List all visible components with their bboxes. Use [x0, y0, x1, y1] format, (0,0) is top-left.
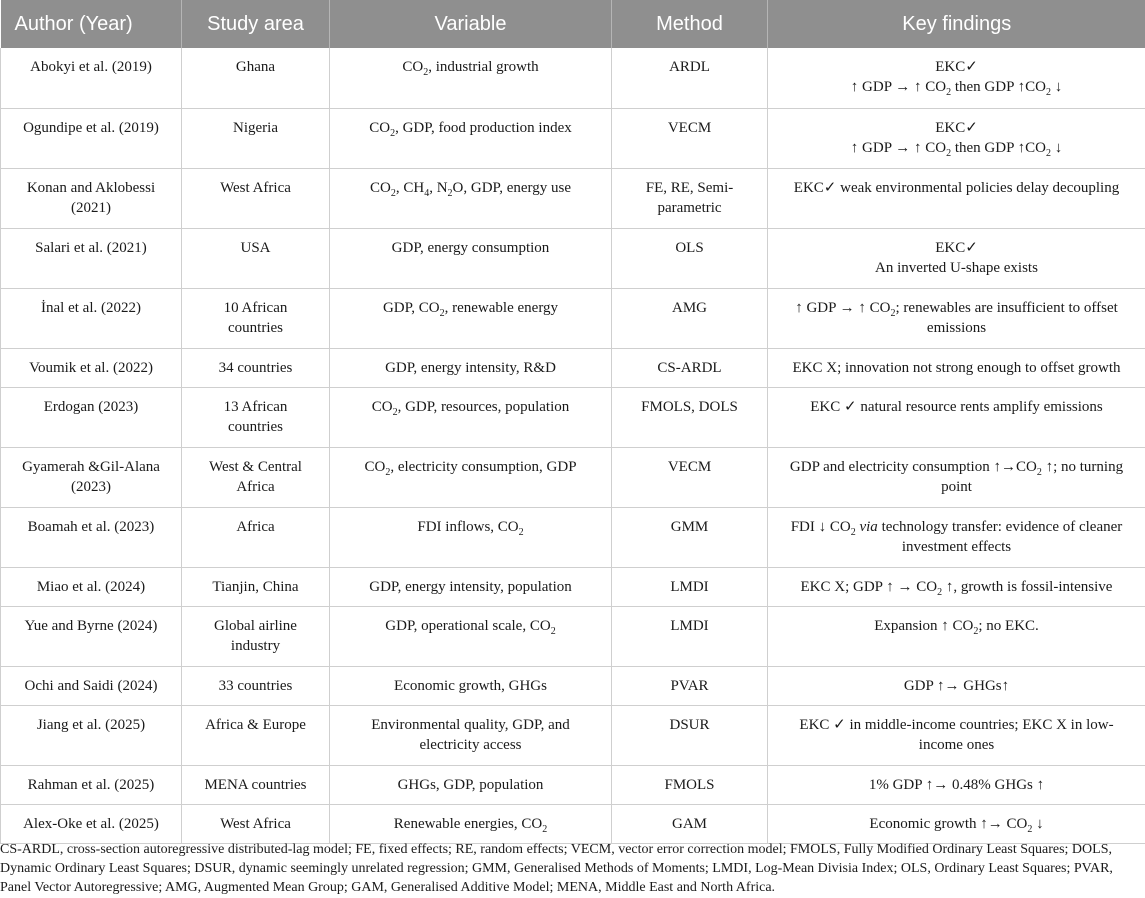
cell-method: DSUR [612, 705, 768, 765]
cell-variable: Environmental quality, GDP, and electricity access [330, 705, 612, 765]
cell-variable: $CO_2$, GDP, food production index [330, 108, 612, 168]
cell-key-findings: EKC✓ An inverted U-shape exists [768, 228, 1145, 288]
cell-variable: Economic growth, GHGs [330, 666, 612, 705]
cell-method: GMM [612, 507, 768, 567]
table-row [1, 765, 1145, 804]
table-footnote: CS-ARDL, cross-section autoregressive distributed-lag model; FE, fixed effects; RE, random effects; VECM, vector error correction model; FMOLS, Fully Modified Ordinary Least Squares; DOLS, Dynamic Ordinary Least Squares; DSUR, dynamic seemingly unrelated regression; GMM, Generalised Methods of Moments; LMDI, Log-Mean Divisia Index; OLS, Ordinary Least Squares; PVAR, Panel Vector Autoregressive; AMG, Augmented Mean Group; GAM, Generalised Additive Model; MENA, Middle East and North Africa. [0, 842, 1113, 895]
cell-author-year: Ochi and Saidi (2024) [1, 666, 182, 705]
table-row [1, 666, 1145, 705]
cell-study-area: Tianjin, China [182, 567, 330, 606]
table-header-row [1, 0, 1145, 48]
cell-author-year: Miao et al. (2024) [1, 567, 182, 606]
cell-method: LMDI [612, 567, 768, 606]
cell-method: AMG [612, 288, 768, 348]
cell-variable: GHGs, GDP, population [330, 765, 612, 804]
cell-variable: $CO_2$, GDP, resources, population [330, 387, 612, 447]
cell-method: VECM [612, 447, 768, 507]
cell-study-area: 34 countries [182, 348, 330, 387]
table-row [1, 705, 1145, 765]
cell-study-area: 33 countries [182, 666, 330, 705]
cell-method: OLS [612, 228, 768, 288]
cell-key-findings: Economic growth ↑→ $CO_2$ ↓ [768, 804, 1145, 843]
cell-study-area: 13 African countries [182, 387, 330, 447]
cell-method: CS-ARDL [612, 348, 768, 387]
cell-variable: GDP, energy consumption [330, 228, 612, 288]
table-row [1, 288, 1145, 348]
cell-study-area: Africa [182, 507, 330, 567]
table-body [1, 48, 1145, 843]
cell-variable: Renewable energies, $CO_2$ [330, 804, 612, 843]
header-study-area: Study area [182, 0, 330, 48]
cell-author-year: Boamah et al. (2023) [1, 507, 182, 567]
cell-variable: FDI inflows, $CO_2$ [330, 507, 612, 567]
table-row [1, 168, 1145, 228]
cell-author-year: Voumik et al. (2022) [1, 348, 182, 387]
cell-author-year: Erdogan (2023) [1, 387, 182, 447]
cell-key-findings: 1% GDP ↑→ 0.48% GHGs ↑ [768, 765, 1145, 804]
cell-author-year: İnal et al. (2022) [1, 288, 182, 348]
cell-key-findings: EKC✓ ↑ GDP → ↑ $CO_2$ then GDP $↑CO_2$ ↓ [768, 108, 1145, 168]
cell-study-area: West Africa [182, 804, 330, 843]
header-variable: Variable [330, 0, 612, 48]
cell-key-findings: EKC X; innovation not strong enough to offset growth [768, 348, 1145, 387]
cell-author-year: Alex-Oke et al. (2025) [1, 804, 182, 843]
table-row [1, 447, 1145, 507]
cell-variable: GDP, energy intensity, R&D [330, 348, 612, 387]
cell-key-findings: EKC✓ ↑ GDP → ↑ $CO_2$ then GDP $↑CO_2$ ↓ [768, 48, 1145, 108]
header-author-year: Author (Year) [1, 0, 182, 48]
cell-method: GAM [612, 804, 768, 843]
cell-author-year: Jiang et al. (2025) [1, 705, 182, 765]
cell-study-area: MENA countries [182, 765, 330, 804]
cell-study-area: Ghana [182, 48, 330, 108]
table-row [1, 804, 1145, 843]
cell-study-area: Nigeria [182, 108, 330, 168]
cell-study-area: 10 African countries [182, 288, 330, 348]
table-row [1, 348, 1145, 387]
cell-variable: $CO_2$, $CH_4$, $N_2O$, GDP, energy use [330, 168, 612, 228]
cell-key-findings: GDP and electricity consumption $↑\to CO_2$ ↑; no turning point [768, 447, 1145, 507]
cell-method: FMOLS, DOLS [612, 387, 768, 447]
cell-method: FE, RE, Semi- parametric [612, 168, 768, 228]
cell-key-findings: GDP ↑→ GHGs↑ [768, 666, 1145, 705]
table-row [1, 507, 1145, 567]
header-method: Method [612, 0, 768, 48]
cell-method: LMDI [612, 606, 768, 666]
cell-author-year: Abokyi et al. (2019) [1, 48, 182, 108]
cell-variable: $CO_2$, electricity consumption, GDP [330, 447, 612, 507]
cell-variable: $CO_2$, industrial growth [330, 48, 612, 108]
table-row [1, 606, 1145, 666]
cell-method: FMOLS [612, 765, 768, 804]
cell-variable: GDP, operational scale, $CO_2$ [330, 606, 612, 666]
cell-author-year: Konan and Aklobessi (2021) [1, 168, 182, 228]
cell-author-year: Salari et al. (2021) [1, 228, 182, 288]
cell-variable: GDP, $CO_2$, renewable energy [330, 288, 612, 348]
cell-key-findings: EKC ✓ in middle-income countries; EKC X in low- income ones [768, 705, 1145, 765]
cell-author-year: Gyamerah &Gil-Alana (2023) [1, 447, 182, 507]
cell-method: PVAR [612, 666, 768, 705]
cell-variable: GDP, energy intensity, population [330, 567, 612, 606]
cell-author-year: Ogundipe et al. (2019) [1, 108, 182, 168]
cell-study-area: USA [182, 228, 330, 288]
table-row [1, 567, 1145, 606]
header-key-findings: Key findings [768, 0, 1145, 48]
cell-key-findings: ↑ GDP → ↑ $CO_2$; renewables are insufficient to offset emissions [768, 288, 1145, 348]
cell-study-area: Global airline industry [182, 606, 330, 666]
cell-key-findings: FDI ↓ $CO_2$ via technology transfer: evidence of cleaner investment effects [768, 507, 1145, 567]
cell-author-year: Rahman et al. (2025) [1, 765, 182, 804]
cell-author-year: Yue and Byrne (2024) [1, 606, 182, 666]
cell-study-area: West Africa [182, 168, 330, 228]
cell-key-findings: EKC ✓ natural resource rents amplify emissions [768, 387, 1145, 447]
table-row [1, 387, 1145, 447]
cell-key-findings: EKC✓ weak environmental policies delay decoupling [768, 168, 1145, 228]
table-row [1, 108, 1145, 168]
cell-method: VECM [612, 108, 768, 168]
cell-method: ARDL [612, 48, 768, 108]
cell-key-findings: Expansion ↑ $CO_2$; no EKC. [768, 606, 1145, 666]
table-row [1, 48, 1145, 108]
cell-study-area: Africa & Europe [182, 705, 330, 765]
cell-key-findings: EKC X; GDP ↑ → $CO_2$ ↑, growth is fossil-intensive [768, 567, 1145, 606]
cell-study-area: West & Central Africa [182, 447, 330, 507]
table-row [1, 228, 1145, 288]
